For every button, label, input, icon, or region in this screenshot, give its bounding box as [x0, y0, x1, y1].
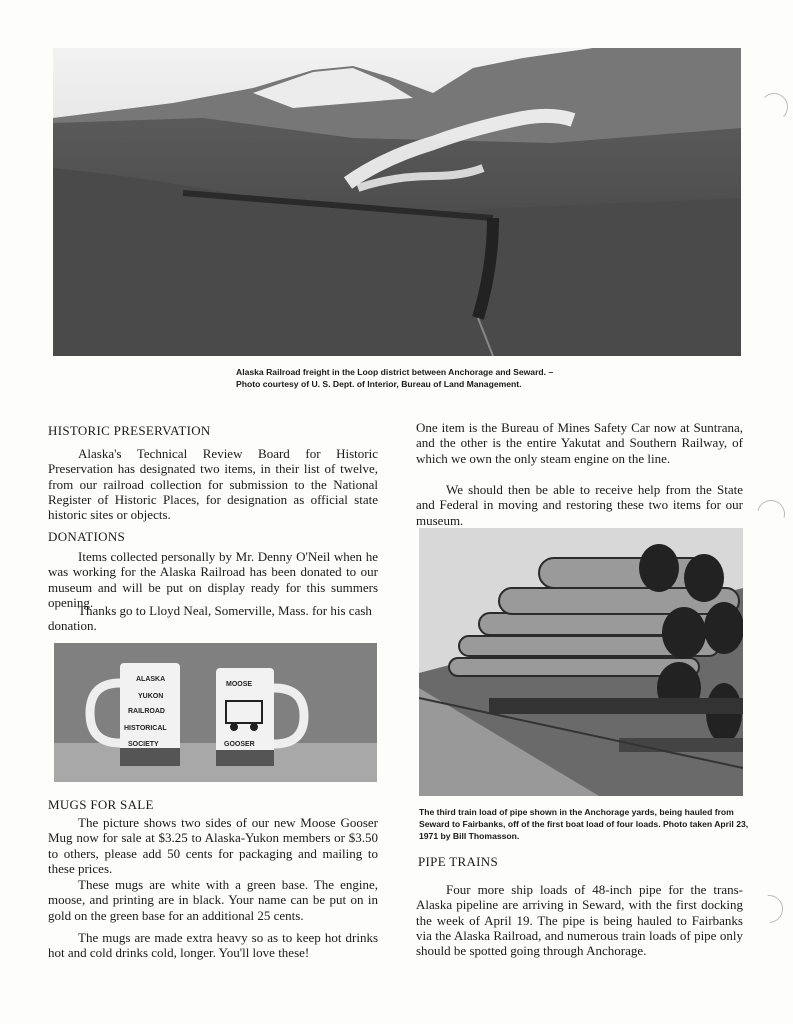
mugs-paragraph-3: The mugs are made extra heavy so as to keep hot drinks hot and cold drinks cold, longer. You'll love these! — [48, 930, 378, 961]
historic-preservation-heading: HISTORIC PRESERVATION — [48, 423, 211, 438]
punch-hole-middle — [752, 495, 790, 533]
top-photo-caption: Alaska Railroad freight in the Loop district between Anchorage and Seward. – Photo courtesy of U. S. Dept. of Interior, Bureau of Land Management. — [236, 367, 554, 389]
railroad-loop-photo — [53, 48, 741, 356]
punch-hole-bottom — [749, 889, 788, 928]
right-column-paragraph-1: One item is the Bureau of Mines Safety Car now at Suntrana, and the other is the entire Yakutat and Southern Railway, of which we own the only steam engine on the line. — [416, 420, 743, 466]
pipe-train-illustration — [419, 528, 743, 796]
mugs-paragraph-1: The picture shows two sides of our new Moose Gooser Mug now for sale at $3.25 to Alaska-Yukon members or $3.50 to others, please add 50 cents for packaging and mailing to these prices. — [48, 815, 378, 876]
mug-left-line-4: HISTORICAL — [124, 725, 167, 732]
mugs-heading: MUGS FOR SALE — [48, 797, 154, 812]
donations-paragraph-2: Thanks go to Lloyd Neal, Somerville, Mass. for his cash donation. — [48, 603, 372, 634]
pipe-train-photo — [419, 528, 743, 796]
punch-hole-top — [760, 93, 788, 121]
mugs-photo — [54, 643, 377, 782]
right-column-paragraph-2: We should then be able to receive help from the State and Federal in moving and restoring these two items for our museum. — [416, 482, 743, 528]
mug-left-line-2: YUKON — [138, 693, 164, 700]
mug-left-line-5: SOCIETY — [128, 741, 159, 748]
mug-left-line-3: RAILROAD — [128, 708, 165, 715]
railroad-loop-illustration — [53, 48, 741, 356]
donations-heading: DONATIONS — [48, 529, 126, 544]
pipe-trains-heading: PIPE TRAINS — [418, 854, 498, 869]
mugs-paragraph-2: These mugs are white with a green base. The engine, moose, and printing are in black. Your name can be put on in gold on the green base for an additional 25 cents. — [48, 877, 378, 923]
mug-left-line-1: ALASKA — [136, 676, 166, 683]
mugs-illustration — [54, 643, 377, 782]
mug-right-line-1: MOOSE — [226, 681, 253, 688]
pipe-trains-paragraph: Four more ship loads of 48-inch pipe for the trans-Alaska pipeline are arriving in Seward, with the first docking the week of April 19. The pipe is being hauled to Fairbanks via the Alaska Railroad, and numerous train loads of pipe only should be spotted going through Anchorage. — [416, 882, 743, 959]
historic-preservation-paragraph: Alaska's Technical Review Board for Historic Preservation has designated two items, in their list of twelve, from our railroad collection for submission to the National Register of Historic Places, for designation as official state historic sites or objects. — [48, 446, 378, 523]
mug-right-line-2: GOOSER — [224, 741, 255, 748]
pipe-photo-caption: The third train load of pipe shown in the Anchorage yards, being hauled from Seward to Fairbanks, off of the first boat load of four loads. Photo taken April 23, 1971 by Bill Thomasson. — [419, 807, 749, 841]
donations-paragraph-1: Items collected personally by Mr. Denny O'Neil when he was working for the Alaska Railroad has been donated to our museum and will be put on display ready for this summers opening. — [48, 549, 378, 610]
